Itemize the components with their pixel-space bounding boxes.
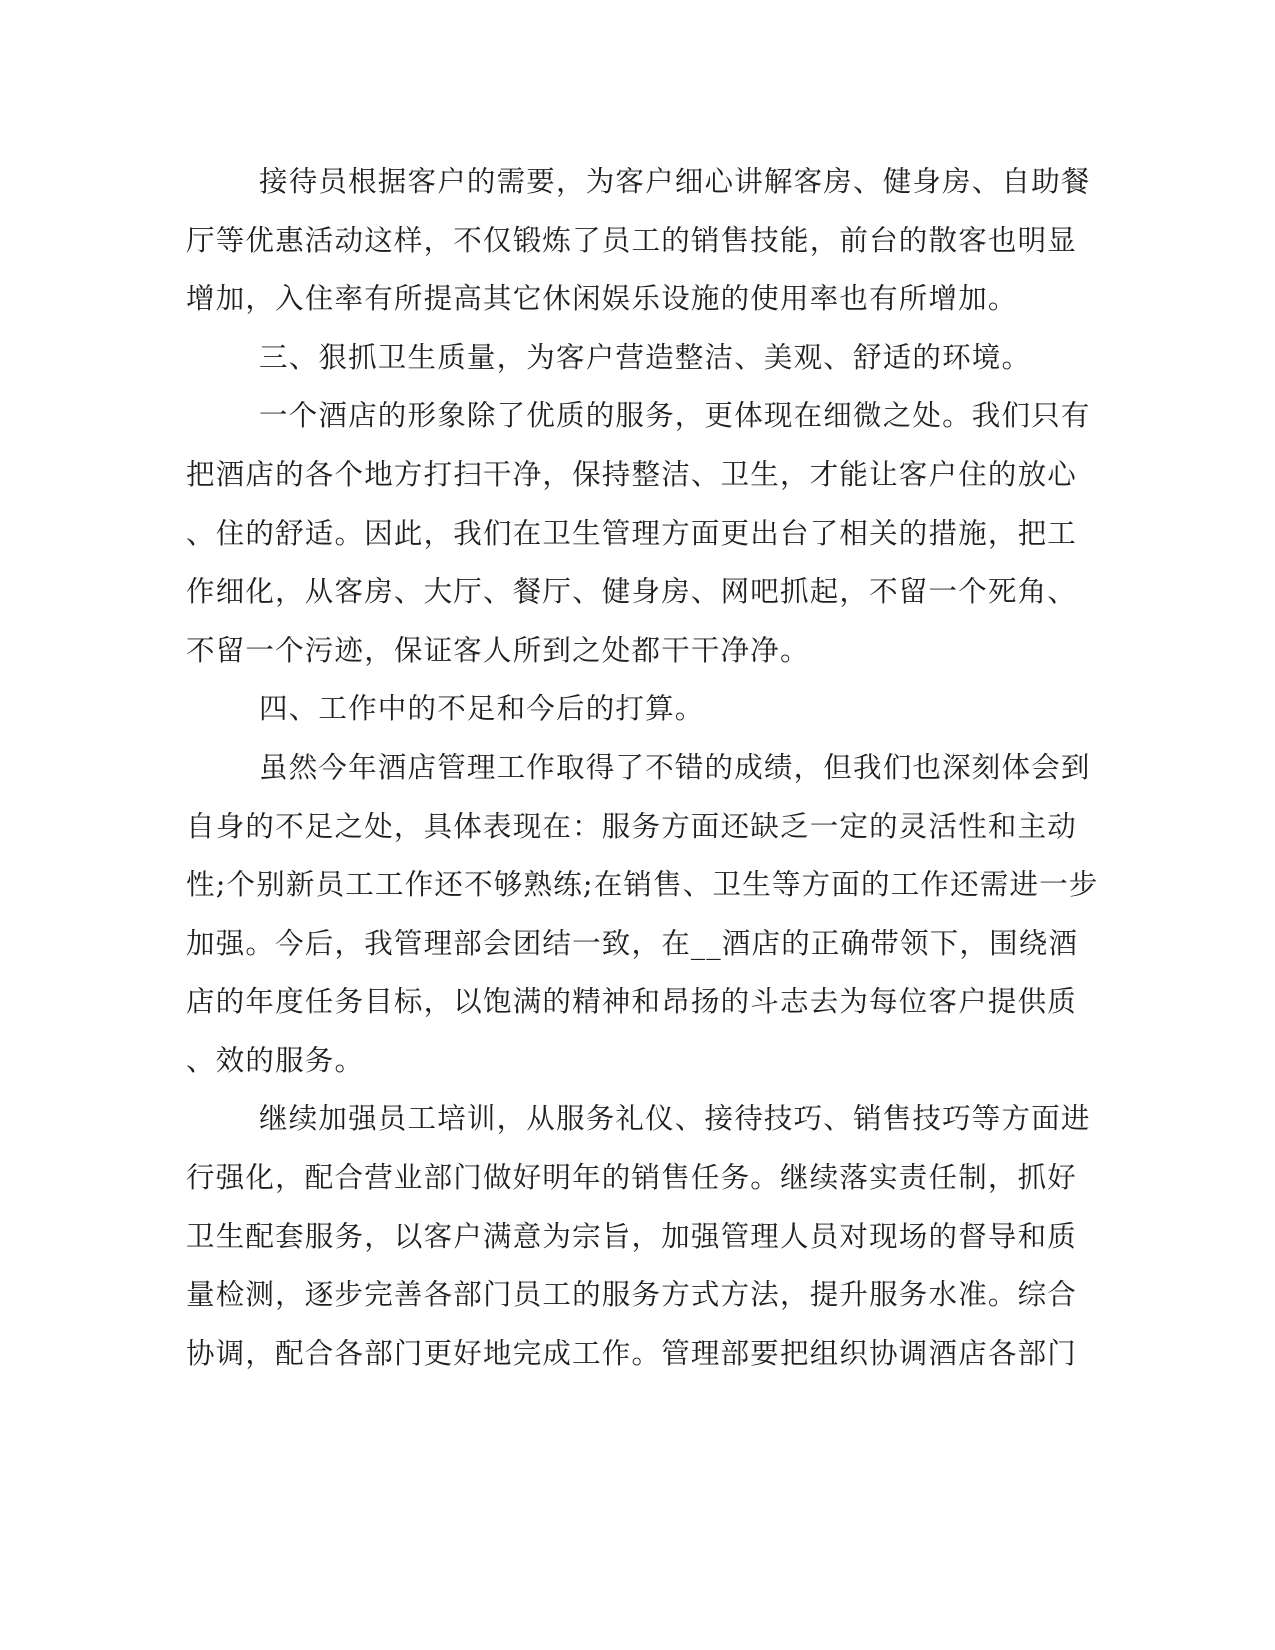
text-line: 加强。今后，我管理部会团结一致，在__酒店的正确带领下，围绕酒 xyxy=(186,927,1079,960)
text-line: 、住的舒适。因此，我们在卫生管理方面更出台了相关的措施，把工 xyxy=(186,517,1078,550)
text-line: 量检测，逐步完善各部门员工的服务方式方法，提升服务水准。综合 xyxy=(186,1278,1078,1311)
text-line: 自身的不足之处，具体表现在：服务方面还缺乏一定的灵活性和主动 xyxy=(186,810,1078,843)
section-heading: 三、狠抓卫生质量，为客户营造整洁、美观、舒适的环境。 xyxy=(259,341,1032,374)
text-line: 增加，入住率有所提高其它休闲娱乐设施的使用率也有所增加。 xyxy=(186,282,1018,315)
text-line: 作细化，从客房、大厅、餐厅、健身房、网吧抓起，不留一个死角、 xyxy=(186,575,1078,608)
text-line: 厅等优惠活动这样，不仅锻炼了员工的销售技能，前台的散客也明显 xyxy=(186,224,1078,257)
text-line: 接待员根据客户的需要，为客户细心讲解客房、健身房、自助餐 xyxy=(259,165,1091,198)
text-line: 、效的服务。 xyxy=(186,1044,365,1077)
text-line: 协调，配合各部门更好地完成工作。管理部要把组织协调酒店各部门 xyxy=(186,1337,1078,1370)
text-line: 一个酒店的形象除了优质的服务，更体现在细微之处。我们只有 xyxy=(259,399,1091,432)
text-line: 卫生配套服务，以客户满意为宗旨，加强管理人员对现场的督导和质 xyxy=(186,1220,1078,1253)
section-heading: 四、工作中的不足和今后的打算。 xyxy=(259,692,705,725)
text-line: 店的年度任务目标，以饱满的精神和昂扬的斗志去为每位客户提供质 xyxy=(186,985,1078,1018)
text-line: 不留一个污迹，保证客人所到之处都干干净净。 xyxy=(186,634,810,667)
text-line: 虽然今年酒店管理工作取得了不错的成绩，但我们也深刻体会到 xyxy=(259,751,1091,784)
text-line: 把酒店的各个地方打扫干净，保持整洁、卫生，才能让客户住的放心 xyxy=(186,458,1078,491)
text-line: 继续加强员工培训，从服务礼仪、接待技巧、销售技巧等方面进 xyxy=(259,1102,1091,1135)
text-line: 行强化，配合营业部门做好明年的销售任务。继续落实责任制，抓好 xyxy=(186,1161,1078,1194)
text-line: 性;个别新员工工作还不够熟练;在销售、卫生等方面的工作还需进一步 xyxy=(186,868,1099,901)
